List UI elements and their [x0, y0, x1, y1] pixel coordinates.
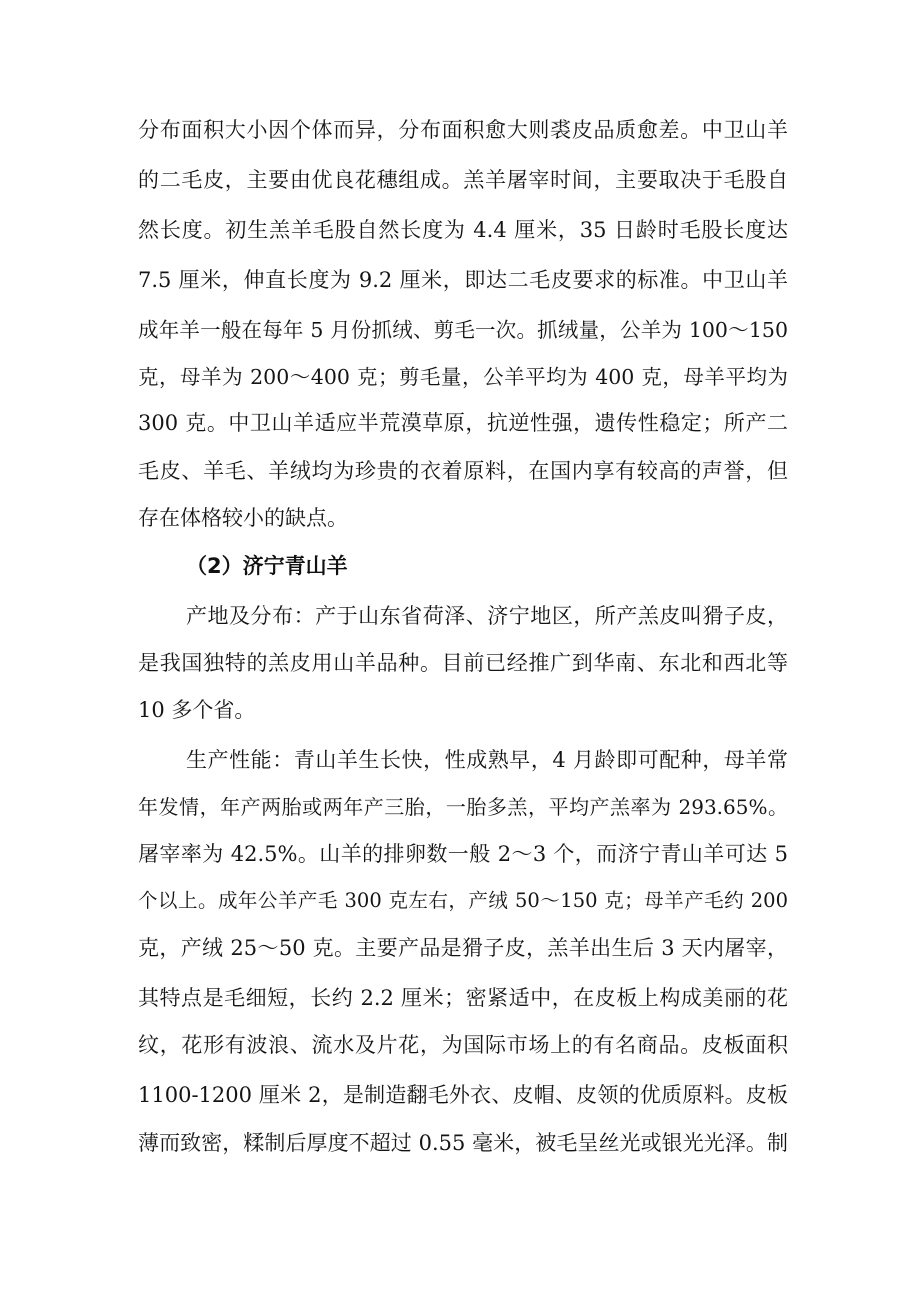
- paragraph-3-line-3: 屠宰率为 42.5%。山羊的排卵数一般 2～3 个，而济宁青山羊可达 5: [138, 842, 788, 866]
- paragraph-1-line-2: 的二毛皮，主要由优良花穗组成。羔羊屠宰时间，主要取决于毛股自: [138, 168, 788, 192]
- paragraph-2-line-1: 产地及分布：产于山东省荷泽、济宁地区，所产羔皮叫猾子皮，: [186, 604, 788, 628]
- paragraph-3-line-5: 克，产绒 25～50 克。主要产品是猾子皮，羔羊出生后 3 天内屠宰，: [138, 936, 788, 960]
- paragraph-1-line-8: 毛皮、羊毛、羊绒均为珍贵的衣着原料，在国内享有较高的声誉，但: [138, 459, 788, 483]
- paragraph-3-line-9: 薄而致密，糅制后厚度不超过 0.55 毫米，被毛呈丝光或银光光泽。制: [138, 1131, 788, 1155]
- paragraph-3-line-6: 其特点是毛细短，长约 2.2 厘米；密紧适中，在皮板上构成美丽的花: [138, 986, 788, 1010]
- paragraph-1-line-5: 成年羊一般在每年 5 月份抓绒、剪毛一次。抓绒量，公羊为 100～150: [138, 318, 788, 342]
- paragraph-1-line-9: 存在体格较小的缺点。: [138, 506, 348, 530]
- paragraph-1-line-4: 7.5 厘米，伸直长度为 9.2 厘米，即达二毛皮要求的标准。中卫山羊: [138, 268, 788, 292]
- paragraph-3-line-7: 纹，花形有波浪、流水及片花，为国际市场上的有名商品。皮板面积: [138, 1033, 788, 1057]
- section-heading: （2）济宁青山羊: [186, 554, 348, 578]
- paragraph-1-line-3: 然长度。初生羔羊毛股自然长度为 4.4 厘米，35 日龄时毛股长度达: [138, 218, 788, 242]
- paragraph-2-line-3: 10 多个省。: [138, 698, 256, 722]
- paragraph-1-line-6: 克，母羊为 200～400 克；剪毛量，公羊平均为 400 克，母羊平均为: [138, 365, 788, 389]
- paragraph-3-line-2: 年发情，年产两胎或两年产三胎，一胎多羔，平均产羔率为 293.65%。: [138, 795, 788, 819]
- paragraph-1-line-7: 300 克。中卫山羊适应半荒漠草原，抗逆性强，遗传性稳定；所产二: [138, 411, 788, 435]
- paragraph-1-line-1: 分布面积大小因个体而异，分布面积愈大则裘皮品质愈差。中卫山羊: [138, 118, 788, 142]
- paragraph-2-line-2: 是我国独特的羔皮用山羊品种。目前已经推广到华南、东北和西北等: [138, 651, 788, 675]
- paragraph-3-line-1: 生产性能：青山羊生长快，性成熟早，4 月龄即可配种，母羊常: [186, 748, 788, 772]
- paragraph-3-line-4: 个以上。成年公羊产毛 300 克左右，产绒 50～150 克；母羊产毛约 200: [138, 889, 788, 912]
- paragraph-3-line-8: 1100-1200 厘米 2，是制造翻毛外衣、皮帽、皮领的优质原料。皮板: [138, 1083, 788, 1107]
